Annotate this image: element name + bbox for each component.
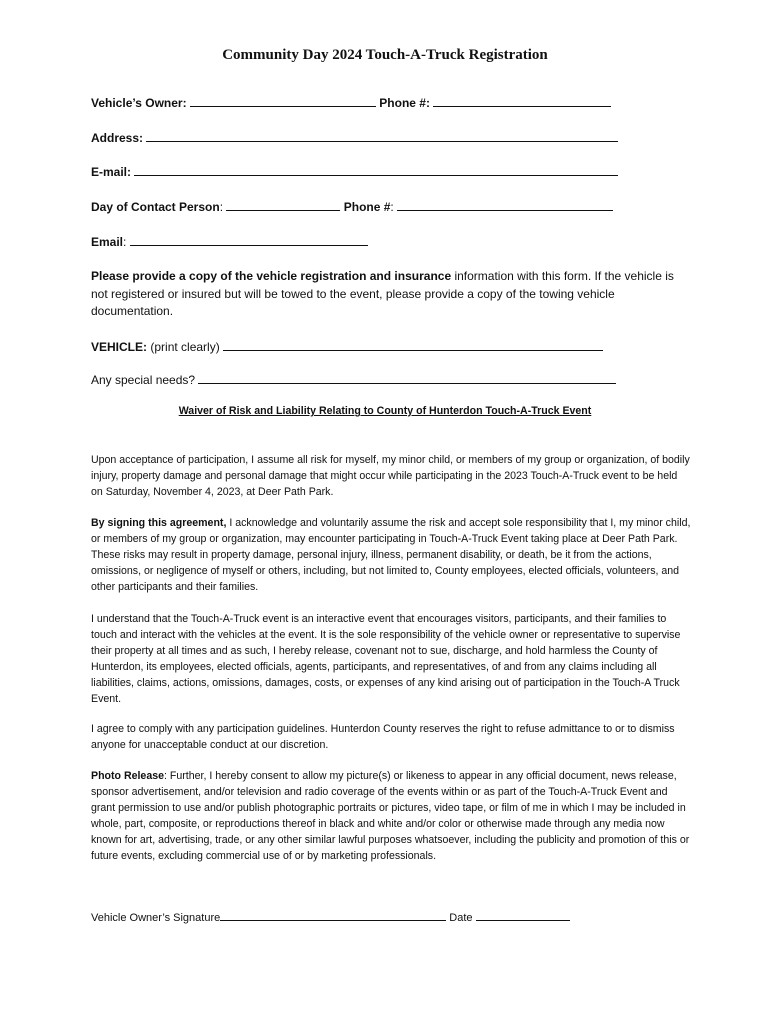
contact-email-field[interactable] (130, 234, 368, 246)
vehicle-field[interactable] (223, 339, 603, 351)
waiver-p2-rest: I acknowledge and voluntarily assume the risk and accept sole responsibility that I, my minor child, or members of my group or organization, may encounter participating in Touch-A-Truck Event taking place at Deer Path Park. These risks may result in property damage, personal injury, illness, permanent disability, or death, be it from the actions, omissions, or negligence of myself or others, including, but not limited to, County employees, elected officials, volunteers, and other participants and their families. (91, 517, 691, 593)
vehicle-row (91, 339, 603, 355)
vehicle-hint: (print clearly) (150, 340, 220, 354)
signature-label: Vehicle Owner’s Signature (91, 912, 221, 924)
date-label: Date (449, 912, 473, 924)
address-row (91, 130, 618, 146)
waiver-p2-bold: By signing this agreement, (91, 517, 227, 529)
address-field[interactable] (146, 130, 618, 142)
email-row (91, 164, 618, 180)
instructions-rest: information with this form. If the vehicle is not registered or insured but will be towed to the event, please provide a copy of the towing vehicle documentation. (91, 269, 674, 318)
special-needs-label: Any special needs? (91, 373, 196, 387)
special-needs-field[interactable] (198, 372, 616, 384)
photo-release-bold: Photo Release (91, 770, 165, 782)
contact-email-label: Email (91, 235, 124, 249)
contact-email-row: Email: (91, 234, 368, 250)
signature-field[interactable] (220, 910, 446, 921)
contact-label: Day of Contact Person (91, 200, 220, 214)
contact-phone-field[interactable] (397, 199, 613, 211)
email-field[interactable] (134, 164, 618, 176)
owner-label: Vehicle’s Owner: (91, 96, 187, 110)
waiver-paragraph-4: I agree to comply with any participation guidelines. Hunterdon County reserves the right to refuse admittance to or to dismiss anyone for unacceptable conduct at our discretion. (91, 723, 675, 751)
address-label: Address: (91, 131, 144, 145)
vehicle-label: VEHICLE: (91, 340, 148, 354)
date-field[interactable] (476, 910, 570, 921)
instructions-bold: Please provide a copy of the vehicle registration and insurance (91, 269, 452, 283)
contact-phone-label: Phone # (343, 200, 391, 214)
owner-row (91, 95, 611, 111)
waiver-paragraph-3: I understand that the Touch-A-Truck event is an interactive event that encourages visitors, participants, and their families to touch and interact with the vehicles at the event. It is the sole responsibility of the vehicle owner or representative to supervise their property at all times and as such, I hereby release, covenant not to sue, discharge, and hold harmless the County of Hunterdon, its employees, elected officials, agents, participants, and representatives, of and from any claims including all liabilities, claims, actions, omissions, damages, costs, or expenses of any kind arising out of participation in the Touch-A Truck Event. (91, 613, 681, 705)
contact-field[interactable] (226, 199, 340, 211)
waiver-paragraph-2 (91, 515, 691, 595)
owner-phone-field[interactable] (433, 95, 611, 107)
owner-phone-label: Phone #: (379, 96, 430, 110)
form-title: Community Day 2024 Touch-A-Truck Registration (222, 47, 548, 63)
special-needs-row (91, 372, 616, 388)
signature-row (91, 910, 570, 926)
instructions-paragraph (91, 268, 681, 321)
email-label: E-mail: (91, 165, 132, 179)
photo-release-paragraph (91, 768, 691, 864)
waiver-paragraph-1: Upon acceptance of participation, I assume all risk for myself, my minor child, or members of my group or organization, of bodily injury, property damage and personal damage that might occur while participating in the 2023 Touch-A-Truck event to be held on Saturday, November 4, 2023, at Deer Path Park. (91, 454, 690, 498)
contact-row: Day of Contact Person: Phone #: (91, 199, 613, 215)
owner-field[interactable] (190, 95, 376, 107)
photo-release-rest: : Further, I hereby consent to allow my picture(s) or likeness to appear in any official document, news release, sponsor advertisement, and/or television and radio coverage of the events within or as part of the Touch-A-Truck Event and grant permission to use and/or publish photographic portraits or pictures, video tape, or film of me in which I may be included in whole, part, composite, or reproductions thereof in black and white and/or color or otherwise made through any media now known for art, advertising, trade, or any other similar lawful purposes whatsoever, including the publicity and promotion of this or future events, excluding commercial use of or by marketing professionals. (91, 770, 690, 862)
waiver-heading: Waiver of Risk and Liability Relating to County of Hunterdon Touch-A-Truck Event (178, 405, 592, 417)
